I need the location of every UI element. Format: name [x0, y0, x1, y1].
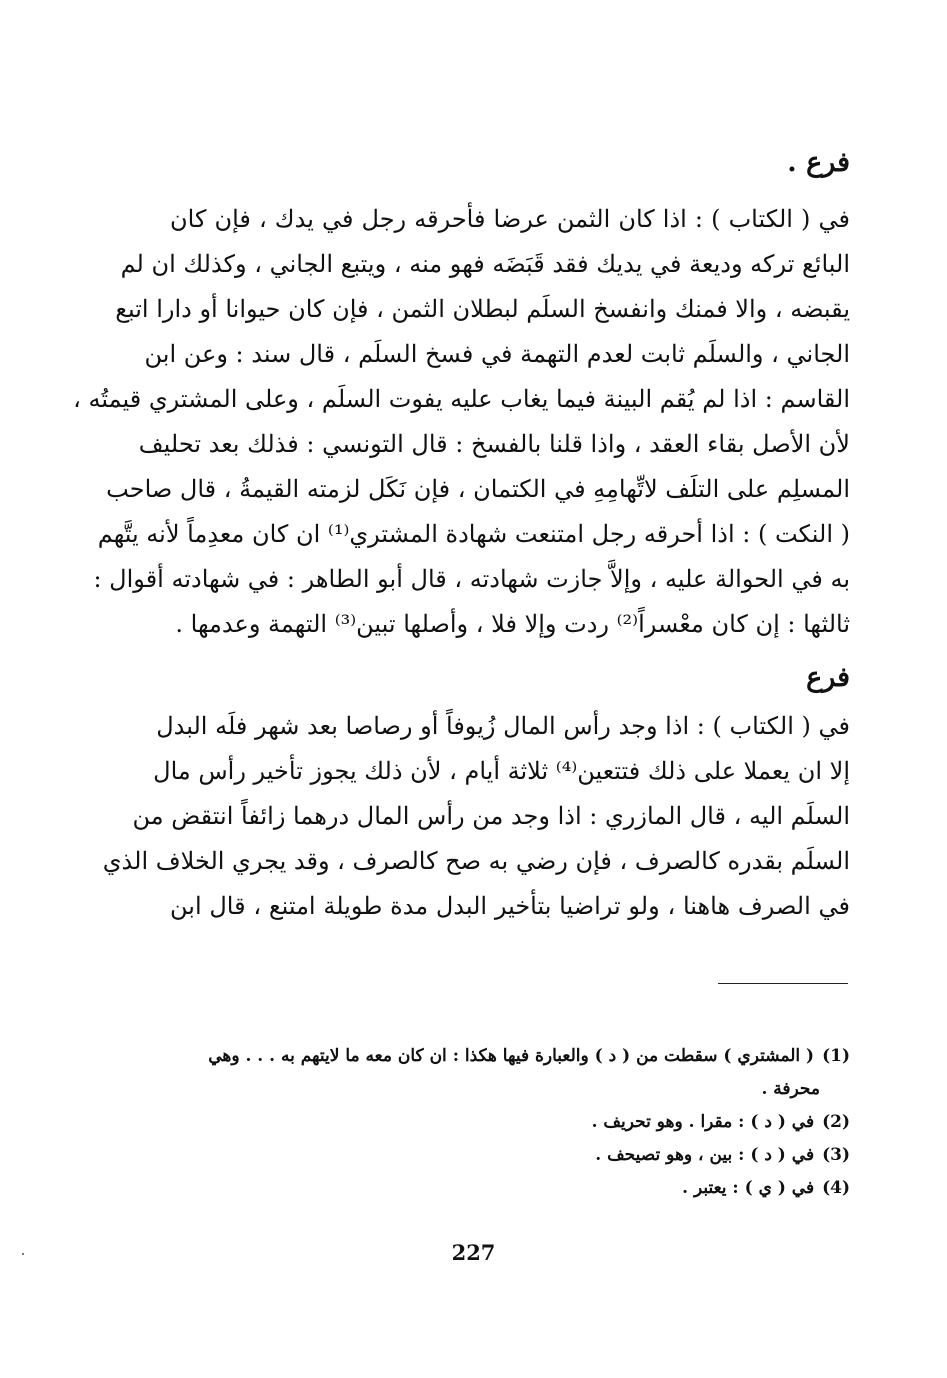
text-line: السلَم اليه ، قال المازري : اذا وجد من رأس المال درهما زائفاً انتقض من [132, 802, 850, 830]
section-paragraph [102, 704, 851, 929]
footnote-item [170, 1139, 850, 1172]
section-paragraph [73, 197, 850, 647]
footnote-number: (3) [822, 1145, 850, 1165]
footnote-item [170, 1040, 850, 1106]
text-line: ( النكت ) : اذا أحرقه رجل امتنعت شهادة المشتري⁽¹⁾ ان كان معدِماً لأنه يتَّهم [97, 520, 850, 548]
footnote-number: (4) [822, 1178, 850, 1198]
text-line: في الصرف هاهنا ، ولو تراضيا بتأخير البدل مدة طويلة امتنع ، قال ابن [170, 892, 851, 920]
section-heading: فرع . [787, 147, 850, 178]
section-1 [73, 143, 850, 647]
text-line: في ( الكتاب ) : اذا وجد رأس المال زُيوفاً أو رصاصا بعد شهر فلَه البدل [156, 712, 850, 740]
text-line: القاسم : اذا لم يُقم البينة فيما يغاب عليه يفوت السلَم ، وعلى المشتري قيمتُه ، [73, 385, 850, 413]
footnote-text: في ( د ) : مقرا . وهو تحريف . [591, 1112, 815, 1132]
text-line: السلَم بقدره كالصرف ، فإن رضي به صح كالصرف ، وقد يجري الخلاف الذي [102, 847, 850, 875]
footnote-item [170, 1106, 850, 1139]
text-line: لأن الأصل بقاء العقد ، واذا قلنا بالفسخ : قال التونسي : فذلك بعد تحليف [138, 430, 850, 458]
footnote-text: في ( ي ) : يعتبر . [682, 1178, 815, 1198]
section-heading: فرع [806, 662, 850, 693]
text-line: إلا ان يعملا على ذلك فتتعين⁽⁴⁾ ثلاثة أيام ، لأن ذلك يجوز تأخير رأس مال [153, 757, 850, 785]
footnote-number: (2) [822, 1112, 850, 1132]
footnote-separator [718, 983, 848, 984]
text-line: ثالثها : إن كان معْسراً⁽²⁾ ردت وإلا فلا ، وأصلها تبين⁽³⁾ التهمة وعدمها . [175, 610, 850, 638]
text-line: في ( الكتاب ) : اذا كان الثمن عرضا فأحرقه رجل في يدك ، فإن كان [170, 205, 850, 233]
text-line: يقبضه ، والا فمنك وانفسخ السلَم لبطلان الثمن ، فإن كان حيوانا أو دارا اتبع [115, 295, 850, 323]
text-line: الجاني ، والسلَم ثابت لعدم التهمة في فسخ السلَم ، قال سند : وعن ابن [144, 340, 850, 368]
footnotes [170, 1040, 850, 1205]
page-number: 227 [451, 1240, 496, 1265]
section-2 [102, 658, 851, 929]
footnote-number: (1) [822, 1046, 850, 1066]
text-line: به في الحوالة عليه ، وإلاَّ جازت شهادته ، قال أبو الطاهر : في شهادته أقوال : [93, 565, 850, 593]
text-line: المسلِم على التلَف لاتِّهامِهِ في الكتمان ، فإن نَكَل لزمته القيمةُ ، قال صاحب [106, 475, 850, 503]
text-line: البائع تركه وديعة في يديك فقد قَبَضَه فهو منه ، ويتبع الجاني ، وكذلك ان لم [120, 250, 850, 278]
footnote-text-continued: محرفة . [761, 1079, 820, 1099]
footnote-text: ( المشتري ) سقطت من ( د ) والعبارة فيها هكذا : ان كان معه ما لايتهم به . . . وهي [208, 1046, 815, 1066]
footnote-text: في ( د ) : بين ، وهو تصيحف . [595, 1145, 815, 1165]
footnote-item [170, 1172, 850, 1205]
scan-speck [22, 1253, 24, 1255]
